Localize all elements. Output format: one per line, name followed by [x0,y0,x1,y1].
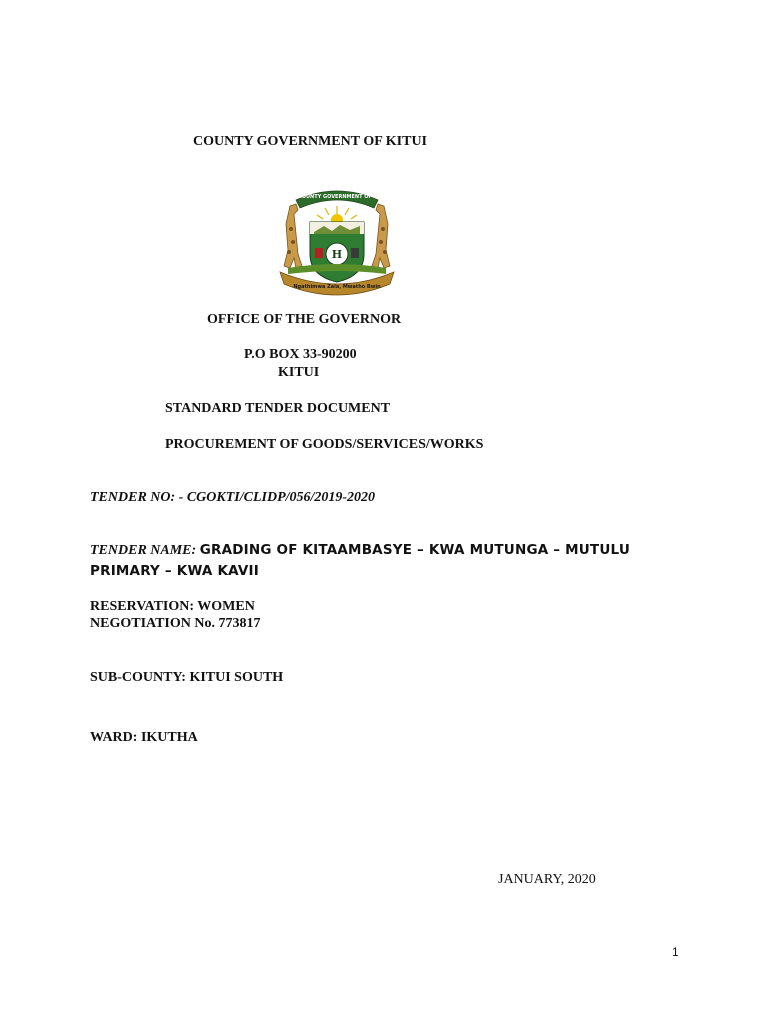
left-giraffe-icon [284,204,302,268]
office-name: OFFICE OF THE GOVERNOR [207,312,402,327]
negotiation-number: NEGOTIATION No. 773817 [90,616,261,631]
emblem-top-text: THE COUNTY GOVERNMENT OF KITUI [285,194,389,200]
tender-name-line-2: PRIMARY – KWA KAVII [90,563,259,579]
right-giraffe-icon [372,204,390,268]
sub-county: SUB-COUNTY: KITUI SOUTH [90,670,284,685]
page-number: 1 [672,945,679,959]
town: KITUI [278,365,320,380]
tender-name-label: TENDER NAME: [90,543,197,558]
county-coat-of-arms-emblem [272,184,402,296]
tender-number: TENDER NO: - CGOKTI/CLIDP/056/2019-2020 [90,490,376,505]
procurement-type: PROCUREMENT OF GOODS/SERVICES/WORKS [165,437,484,452]
county-title: COUNTY GOVERNMENT OF KITUI [193,134,428,149]
reservation: RESERVATION: WOMEN [90,599,255,614]
document-type: STANDARD TENDER DOCUMENT [165,401,391,416]
tender-name-value-1: GRADING OF KITAAMBASYE – KWA MUTUNGA – MUTULU [199,542,630,558]
svg-text:H: H [331,248,343,261]
document-date: JANUARY, 2020 [498,872,596,887]
tender-name-line-1 [90,542,630,559]
shield-icon [310,222,364,282]
ward: WARD: IKUTHA [90,730,198,745]
emblem-motto: Ngathimwa Zala, Mwatho Bwin [293,284,381,290]
po-box: P.O BOX 33-90200 [244,347,357,362]
